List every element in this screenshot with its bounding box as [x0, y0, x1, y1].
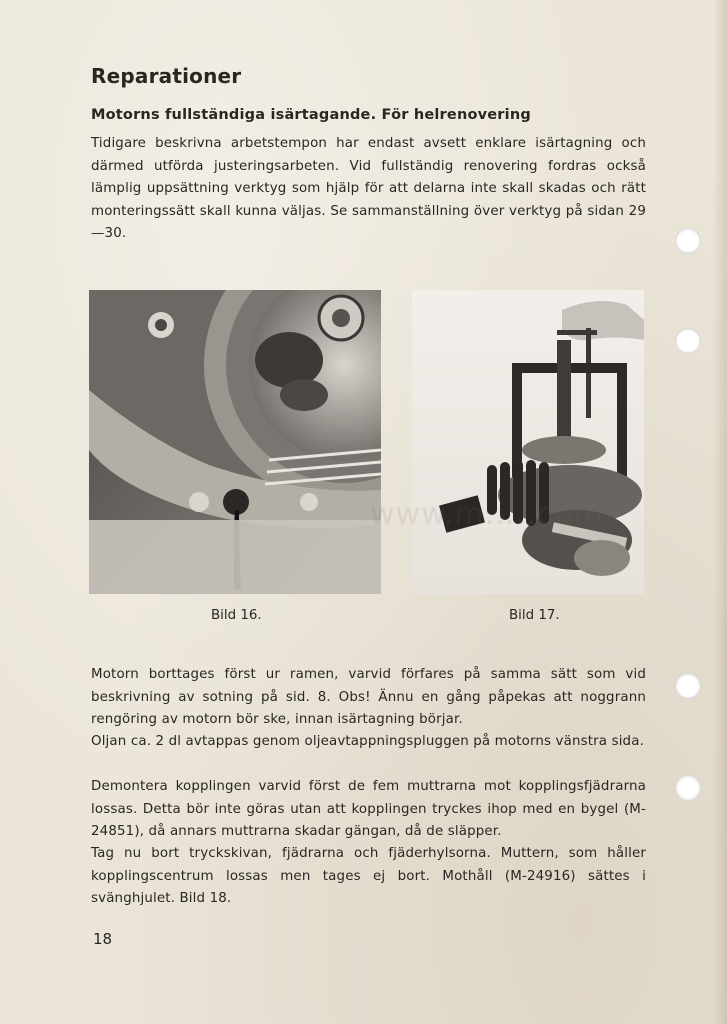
figure-caption: Bild 17.	[509, 608, 560, 623]
punch-hole	[675, 328, 701, 354]
watermark-text: www.m…..com	[370, 497, 604, 532]
figure-caption: Bild 16.	[211, 608, 262, 623]
engine-oil-drain-photo	[89, 290, 381, 594]
body-paragraph: Oljan ca. 2 dl avtappas genom oljeavtappningspluggen på motorns vänstra sida.	[91, 734, 644, 749]
punch-hole	[675, 673, 701, 699]
body-paragraph: Tag nu bort tryckskivan, fjädrarna och fjäderhylsorna. Muttern, som håller kopplingscentrum lossas men tages ej bort. Mothåll (M-24916) sättes i svänghjulet. Bild 18.	[91, 846, 646, 907]
intro-paragraph: Tidigare beskrivna arbetstempon har endast avsett enklare isärtagning och därmed utförda justeringsarbeten. Vid fullständig renovering fordras också lämplig uppsättning verktyg som hjälp för att delarna inte skall skadas och rätt monteringssätt skall kunna väljas. Se sammanställning över verktyg på sidan 29—30.	[91, 136, 646, 242]
punch-hole	[675, 775, 701, 801]
figure-engine-oil-drain	[89, 290, 381, 594]
body-paragraph: Motorn borttages först ur ramen, varvid förfares på samma sätt som vid beskrivning av sotning på sid. 8. Obs! Ännu en gång påpekas att noggrann rengöring av motorn bör ske, innan isärtagning börjar.	[91, 667, 646, 728]
punch-hole	[675, 228, 701, 254]
engine-puller-tool-photo	[412, 290, 644, 594]
subsection-title: Motorns fullständiga isärtagande. För helrenovering	[91, 107, 531, 123]
figure-engine-puller-tool	[412, 290, 644, 594]
page-number: 18	[93, 930, 113, 948]
paper-edge-shadow	[713, 0, 727, 1024]
body-paragraph: Demontera kopplingen varvid först de fem muttrarna mot kopplingsfjädrarna lossas. Detta bör inte göras utan att kopplingen tryckes ihop med en bygel (M-24851), då annars muttrarna skadar gängan, då de släpper.	[91, 779, 646, 840]
section-title: Reparationer	[91, 64, 242, 88]
